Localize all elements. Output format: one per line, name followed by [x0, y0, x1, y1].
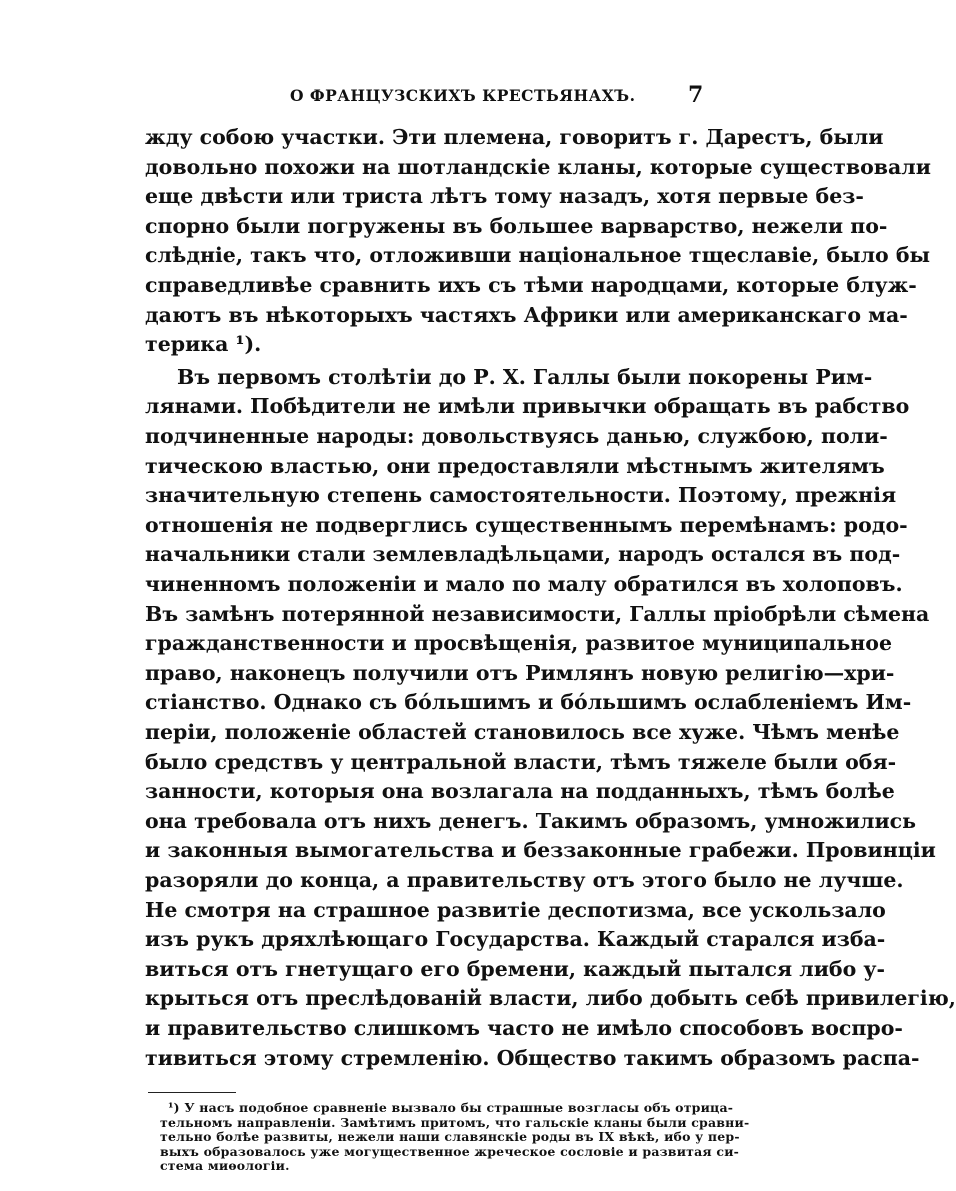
body-line: разоряли до конца, а правительству отъ этого было не лучше. — [145, 868, 904, 892]
body-line: довольно похожи на шотландскіе кланы, которые существовали — [145, 155, 931, 179]
page-number: 7 — [688, 82, 704, 108]
body-line: терика ¹). — [145, 332, 262, 356]
body-line: занности, которыя она возлагала на подданныхъ, тѣмъ болѣе — [145, 779, 895, 803]
footnote-line: стема миѳологіи. — [160, 1158, 290, 1173]
paragraph-start-line: Въ первомъ столѣтіи до Р. Х. Галлы были покорены Рим- — [177, 365, 873, 389]
body-line: чиненномъ положеніи и мало по малу обратился въ холоповъ. — [145, 572, 903, 596]
body-line: отношенія не подверглись существеннымъ перемѣнамъ: родо- — [145, 513, 908, 537]
body-line: спорно были погружены въ большее варварство, нежели по- — [145, 214, 888, 238]
body-line: было средствъ у центральной власти, тѣмъ тяжеле были обя- — [145, 750, 897, 774]
body-line: и законныя вымогательства и беззаконные грабежи. Провинціи — [145, 838, 936, 862]
body-line: слѣдніе, такъ что, отложивши національное тщеславіе, было бы — [145, 243, 931, 267]
body-line: Не смотря на страшное развитіе деспотизма, все ускользало — [145, 898, 886, 922]
body-line: стіанство. Однако съ бо́льшимъ и бо́льшимъ ослабленіемъ Им- — [145, 690, 912, 714]
body-line: виться отъ гнетущаго его бремени, каждый пытался либо у- — [145, 957, 886, 981]
body-line: Въ замѣнъ потерянной независимости, Галлы пріобрѣли сѣмена — [145, 602, 930, 626]
body-line: тическою властью, они предоставляли мѣстнымъ жителямъ — [145, 454, 885, 478]
footnote-line: тельно болѣе развиты, нежели наши славянскіе роды въ IX вѣкѣ, ибо у пер- — [160, 1129, 740, 1144]
footnote-rule — [148, 1092, 236, 1093]
body-line: значительную степень самостоятельности. Поэтому, прежнія — [145, 483, 897, 507]
body-line: она требовала отъ нихъ денегъ. Такимъ образомъ, умножились — [145, 809, 917, 833]
running-title: О ФРАНЦУЗСКИХЪ КРЕСТЬЯНАХЪ. — [290, 86, 636, 105]
body-line: даютъ въ нѣкоторыхъ частяхъ Африки или американскаго ма- — [145, 303, 908, 327]
body-line: лянами. Побѣдители не имѣли привычки обращать въ рабство — [145, 394, 910, 418]
body-line: изъ рукъ дряхлѣющаго Государства. Каждый старался изба- — [145, 927, 886, 951]
body-line: и правительство слишкомъ часто не имѣло способовъ воспро- — [145, 1016, 903, 1040]
body-line: право, наконецъ получили отъ Римлянъ новую религію—хри- — [145, 661, 895, 685]
body-line: начальники стали землевладѣльцами, народъ остался въ под- — [145, 542, 901, 566]
running-head — [0, 82, 840, 110]
footnote-line: ¹) У насъ подобное сравненіе вызвало бы страшные возгласы объ отрица- — [168, 1100, 734, 1115]
body-line: подчиненные народы: довольствуясь данью, службою, поли- — [145, 424, 888, 448]
body-line: гражданственности и просвѣщенія, развитое муниципальное — [145, 631, 893, 655]
body-line: справедливѣе сравнить ихъ съ тѣми народцами, которые блуж- — [145, 273, 917, 297]
body-line: еще двѣсти или триста лѣтъ тому назадъ, хотя первые без- — [145, 184, 864, 208]
body-line: крыться отъ преслѣдованій власти, либо добыть себѣ привилегію, — [145, 986, 956, 1010]
body-line: періи, положеніе областей становилось все хуже. Чѣмъ менѣе — [145, 720, 900, 744]
body-line: жду собою участки. Эти племена, говоритъ г. Дарестъ, были — [145, 125, 884, 149]
body-line: тивиться этому стремленію. Общество такимъ образомъ распа- — [145, 1046, 920, 1070]
footnote-line: тельномъ направленіи. Замѣтимъ притомъ, что гальскіе кланы были сравни- — [160, 1115, 750, 1130]
footnote-line: выхъ образовалось уже могущественное жреческое сословіе и развитая си- — [160, 1144, 740, 1159]
